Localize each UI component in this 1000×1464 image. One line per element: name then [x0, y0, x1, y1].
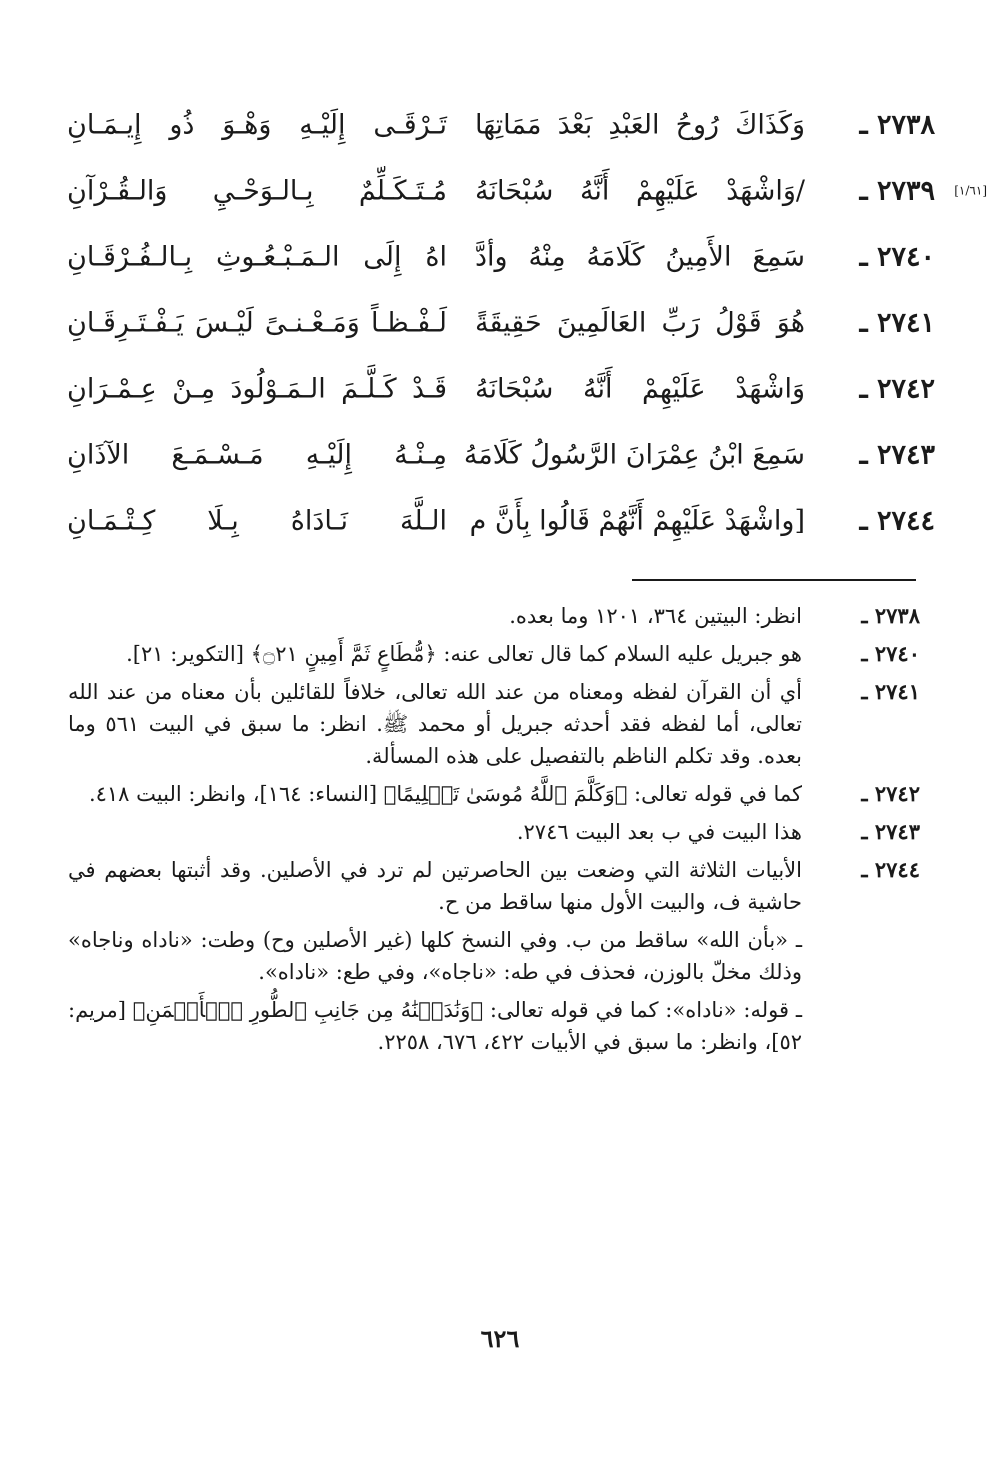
verse-first-hemistich: [واشْهَدْ عَلَيْهِمْ أَنَّهُمْ قَالُوا بِأَنَّ م — [469, 505, 805, 537]
verse-first-hemistich: وَكَذَاكَ رُوحُ العَبْدِ بَعْدَ مَمَاتِهَا — [475, 109, 805, 141]
verse-second-hemistich: قَـدْ كَـلَّـمَ الـمَـوْلُودَ مِـنْ عِـمْـرَانِ — [67, 373, 447, 405]
footnote-subnote: ـ «بأن الله» ساقط من ب. وفي النسخ كلها (غير الأصلين وح) وطت: «ناداه وناجاه» وذلك مخلّ بالوزن، فحذف في طه: «ناجاه»، وفي طع: «ناداه». — [68, 928, 802, 984]
footnote-text: الأبيات الثلاثة التي وضعت بين الحاصرتين لم ترد في الأصلين. وقد أثبتها بعضهم في حاشية ف، والبيت الأول منها ساقط من ح. — [68, 858, 802, 914]
footnote — [68, 816, 920, 848]
verse-number: ٢٧٤٣ ـ — [859, 439, 935, 471]
footnote-text: انظر: البيتين ٣٦٤، ١٢٠١ وما بعده. — [509, 604, 802, 628]
verse-second-hemistich: اهُ إِلَى الـمَـبْـعُـوثِ بِـالـفُـرْقَـانِ — [67, 241, 447, 273]
footnote — [68, 778, 920, 810]
verse-number: ٢٧٤٢ ـ — [859, 373, 935, 405]
verse-first-hemistich: هُوَ قَوْلُ رَبِّ العَالَمِينَ حَقِيقَةً — [475, 307, 805, 339]
footnote-number: ٢٧٤٠ ـ — [861, 641, 920, 666]
footnote-text: أي أن القرآن لفظه ومعناه من عند الله تعالى، خلافاً للقائلين بأن معناه من عند الله تعالى، أما لفظه فقد أحدثه جبريل أو محمد ﷺ. انظر: ما سبق في البيت ٥٦١ وما بعده. وقد تكلم الناظم بالتفصيل على هذه المسألة. — [68, 680, 802, 768]
verse-row — [55, 224, 935, 290]
footnote-separator — [632, 579, 916, 581]
footnote-number: ٢٧٤١ ـ — [861, 679, 920, 704]
footnote — [68, 676, 920, 772]
verse-number: ٢٧٤٤ ـ — [859, 505, 935, 537]
footnote-number: ٢٧٤٣ ـ — [861, 819, 920, 844]
verse-row — [55, 488, 935, 554]
verse-second-hemistich: مُـتَـكَـلِّمٌ بِـالـوَحْـيِ وَالـقُـرْآنِ — [67, 175, 447, 207]
verse-number: ٢٧٣٨ ـ — [859, 109, 935, 141]
verse-row — [55, 158, 987, 224]
page-number: ٦٢٦ — [480, 1324, 520, 1353]
verse-first-hemistich: وَاشْهَدْ عَلَيْهِمْ أَنَّهُ سُبْحَانَهُ — [475, 373, 805, 405]
footnote — [68, 854, 920, 918]
footnote-number: ٢٧٣٨ ـ — [861, 603, 920, 628]
verse-row — [55, 92, 935, 158]
verse-row — [55, 422, 935, 488]
verse-second-hemistich: الـلَّهَ نَـادَاهُ بِـلَا كِـتْـمَـانِ — [67, 505, 447, 537]
verse-number: ٢٧٤١ ـ — [859, 307, 935, 339]
footnote-number: ٢٧٤٢ ـ — [861, 781, 920, 806]
verse-second-hemistich: تَـرْقَـى إِلَيْـهِ وَهْـوَ ذُو إِيـمَـانِ — [67, 109, 447, 141]
verse-row — [55, 356, 935, 422]
verse-second-hemistich: لَـفْـظـاً وَمَـعْـنـىً لَيْـسَ يَـفْـتَـرِقَـانِ — [67, 307, 447, 339]
footnote — [68, 600, 920, 632]
verse-second-hemistich: مِـنْـهُ إِلَيْـهِ مَـسْـمَـعَ الآذَانِ — [67, 439, 447, 471]
footnote-text: كما في قوله تعالى: ﴿وَكَلَّمَ ٱللَّهُ مُوسَىٰ تَكۡلِيمًا﴾ [النساء: ١٦٤]، وانظر: البيت ٤١٨. — [88, 782, 802, 806]
footnote-text: هو جبريل عليه السلام كما قال تعالى عنه: ﴿مُّطَاعٍ ثَمَّ أَمِينٍ ۝٢١﴾ [التكوير: ٢١]. — [126, 642, 802, 666]
verse-number: ٢٧٤٠ ـ — [859, 241, 935, 273]
footnote — [68, 638, 920, 670]
footnote-text: هذا البيت في ب بعد البيت ٢٧٤٦. — [516, 820, 802, 844]
manuscript-page-ref: [١/٦١] — [954, 183, 987, 198]
footnote-number: ٢٧٤٤ ـ — [861, 857, 920, 882]
verse-section — [55, 92, 987, 554]
verse-number: ٢٧٣٩ ـ — [859, 175, 935, 207]
verse-first-hemistich: سَمِعَ الأَمِينُ كَلَامَهُ مِنْهُ وأدَّ — [475, 241, 805, 273]
verse-row — [55, 290, 935, 356]
verse-first-hemistich: سَمِعَ ابْنُ عِمْرَانَ الرَّسُولُ كَلَامَهُ — [463, 439, 805, 471]
verse-first-hemistich: /وَاشْهَدْ عَلَيْهِمْ أَنَّهُ سُبْحَانَهُ — [475, 175, 805, 207]
footnote-subnote: ـ قوله: «ناداه»: كما في قوله تعالى: ﴿وَنَٰدَيۡنَٰهُ مِن جَانِبِ ٱلطُّورِ ٱلۡأَيۡمَنِ﴾ [مريم: ٥٢]، وانظر: ما سبق في الأبيات ٤٢٢، ٦٧٦، ٢٢٥٨. — [68, 998, 802, 1054]
footnotes-section — [68, 600, 920, 1064]
